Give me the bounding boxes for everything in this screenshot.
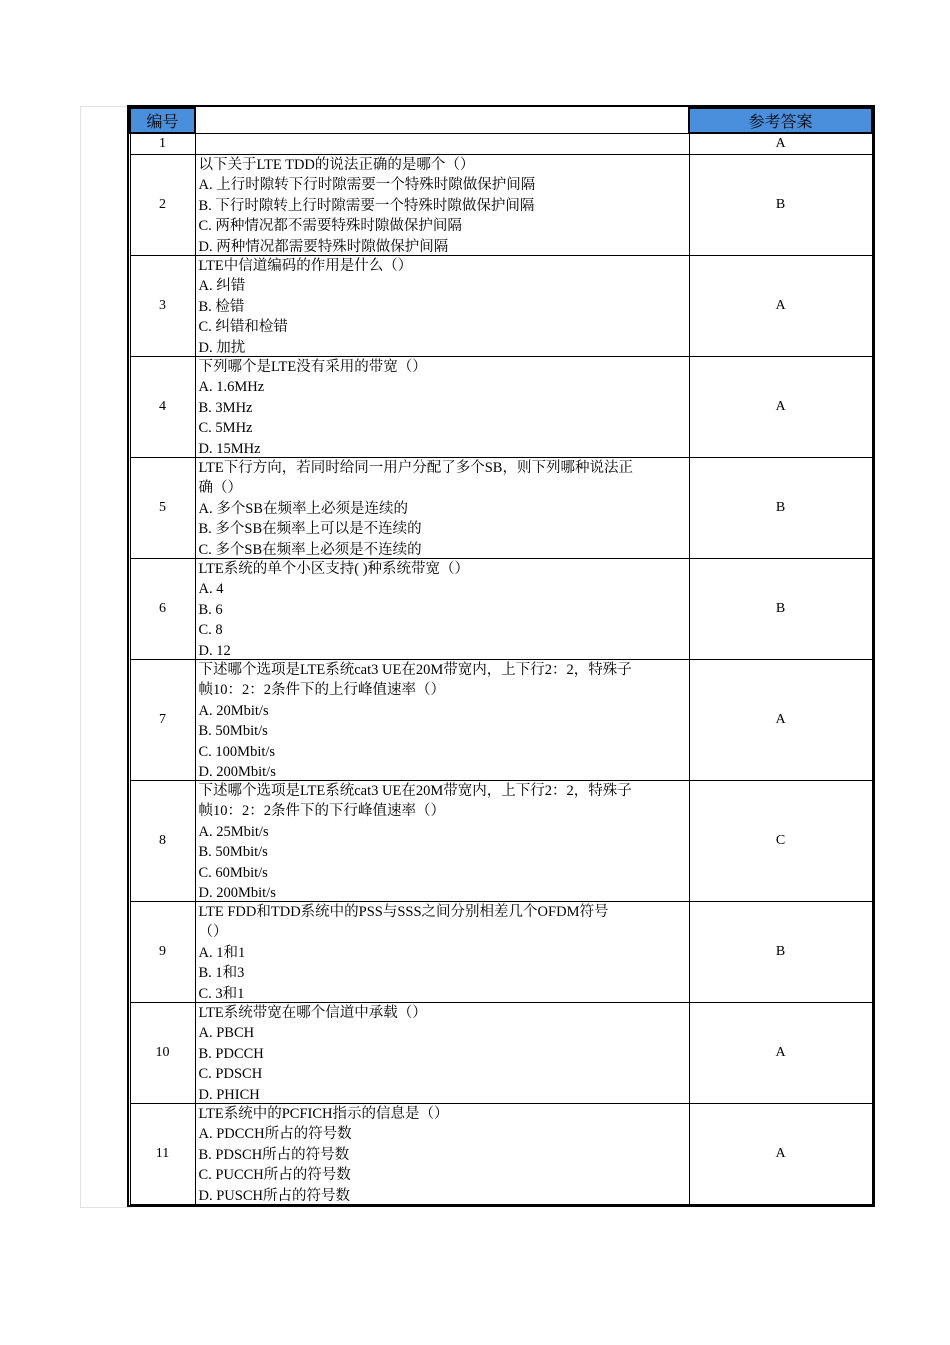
question-option: C. 5MHz	[198, 420, 253, 437]
header-question-blank	[195, 108, 689, 133]
answer-cell: B	[689, 558, 872, 659]
question-stem: LTE下行方向，若同时给同一用户分配了多个SB，则下列哪种说法正	[198, 459, 633, 476]
question-option: （）	[198, 924, 228, 941]
question-number: 8	[130, 780, 195, 901]
header-row	[130, 108, 872, 133]
question-row	[130, 780, 872, 901]
question-option: B. 50Mbit/s	[198, 844, 268, 861]
question-option: C. 多个SB在频率上必须是不连续的	[198, 541, 422, 558]
question-option: C. 纠错和检错	[198, 319, 288, 336]
question-row	[130, 255, 872, 356]
question-stem: LTE中信道编码的作用是什么（）	[198, 257, 413, 274]
question-text	[195, 255, 689, 356]
question-option: D. 200Mbit/s	[198, 885, 276, 901]
question-option: A. 上行时隙转下行时隙需要一个特殊时隙做保护间隔	[198, 177, 536, 194]
question-option: D. 200Mbit/s	[198, 764, 276, 780]
question-option: C. 60Mbit/s	[198, 864, 268, 881]
question-text	[195, 659, 689, 780]
answer-cell: A	[689, 356, 872, 457]
answer-cell: C	[689, 780, 872, 901]
question-number: 11	[130, 1103, 195, 1204]
question-stem: 下述哪个选项是LTE系统cat3 UE在20M带宽内，上下行2：2，特殊子	[198, 661, 632, 678]
question-row	[130, 457, 872, 558]
question-option: A. 多个SB在频率上必须是连续的	[198, 500, 408, 517]
question-text	[195, 901, 689, 1002]
question-text	[195, 154, 689, 255]
question-option: C. 8	[198, 622, 223, 639]
answer-cell: B	[689, 901, 872, 1002]
question-option: A. 25Mbit/s	[198, 823, 269, 840]
question-option: B. 检错	[198, 298, 245, 315]
question-number: 1	[130, 133, 195, 154]
question-number: 4	[130, 356, 195, 457]
question-option: A. 纠错	[198, 278, 246, 295]
question-number: 6	[130, 558, 195, 659]
question-option: C. 两种情况都不需要特殊时隙做保护间隔	[198, 218, 462, 235]
answer-cell: A	[689, 1103, 872, 1204]
question-number: 10	[130, 1002, 195, 1103]
question-option: C. PUCCH所占的符号数	[198, 1167, 351, 1184]
question-option: D. 12	[198, 642, 231, 659]
question-stem: 下述哪个选项是LTE系统cat3 UE在20M带宽内，上下行2：2，特殊子	[198, 782, 632, 799]
question-stem: 下列哪个是LTE没有采用的带宽（）	[198, 358, 427, 375]
question-option: A. PDCCH所占的符号数	[198, 1126, 352, 1143]
question-table	[129, 107, 873, 1205]
question-text	[195, 780, 689, 901]
question-row	[130, 133, 872, 154]
answer-cell: A	[689, 659, 872, 780]
question-stem: LTE系统带宽在哪个信道中承载（）	[198, 1004, 427, 1021]
answer-cell: B	[689, 457, 872, 558]
question-option: 帧10：2：2条件下的下行峰值速率（）	[198, 803, 445, 820]
question-option: B. 6	[198, 601, 223, 618]
question-row	[130, 901, 872, 1002]
question-number: 9	[130, 901, 195, 1002]
question-option: 确（）	[198, 480, 242, 497]
question-number: 5	[130, 457, 195, 558]
question-number: 3	[130, 255, 195, 356]
question-row	[130, 1103, 872, 1204]
question-option: C. PDSCH	[198, 1066, 263, 1083]
question-option: D. 15MHz	[198, 440, 261, 457]
header-number: 编号	[130, 108, 195, 133]
answer-cell: A	[689, 133, 872, 154]
question-row	[130, 356, 872, 457]
question-option: C. 3和1	[198, 985, 245, 1002]
question-text	[195, 356, 689, 457]
question-option: B. 1和3	[198, 965, 245, 982]
question-option: A. 1.6MHz	[198, 379, 265, 396]
question-option: A. 20Mbit/s	[198, 702, 269, 719]
question-stem: LTE系统的单个小区支持( )种系统带宽（）	[198, 560, 470, 577]
question-option: A. 1和1	[198, 944, 246, 961]
answer-cell: A	[689, 255, 872, 356]
question-text	[195, 457, 689, 558]
question-option: D. 两种情况都需要特殊时隙做保护间隔	[198, 238, 449, 255]
question-option: B. 多个SB在频率上可以是不连续的	[198, 521, 422, 538]
question-text	[195, 1103, 689, 1204]
question-option: A. PBCH	[198, 1025, 255, 1042]
question-option: B. 3MHz	[198, 399, 253, 416]
question-option: D. PUSCH所占的符号数	[198, 1187, 350, 1204]
question-number: 7	[130, 659, 195, 780]
question-option: D. PHICH	[198, 1086, 260, 1103]
question-text	[195, 1002, 689, 1103]
question-option: B. PDSCH所占的符号数	[198, 1146, 350, 1163]
header-answer: 参考答案	[689, 108, 872, 133]
question-row	[130, 659, 872, 780]
answer-cell: A	[689, 1002, 872, 1103]
sheet-gridline-edge	[80, 106, 131, 1208]
question-option: B. PDCCH	[198, 1045, 264, 1062]
question-text	[195, 133, 689, 154]
question-option: B. 下行时隙转上行时隙需要一个特殊时隙做保护间隔	[198, 197, 535, 214]
question-option: A. 4	[198, 581, 224, 598]
question-text	[195, 558, 689, 659]
question-row	[130, 558, 872, 659]
question-stem: 以下关于LTE TDD的说法正确的是哪个（）	[198, 156, 475, 173]
answer-cell: B	[689, 154, 872, 255]
question-option: C. 100Mbit/s	[198, 743, 276, 760]
question-stem: LTE FDD和TDD系统中的PSS与SSS之间分别相差几个OFDM符号	[198, 903, 609, 920]
question-row	[130, 1002, 872, 1103]
question-number: 2	[130, 154, 195, 255]
question-stem: LTE系统中的PCFICH指示的信息是（）	[198, 1105, 449, 1122]
question-option: B. 50Mbit/s	[198, 723, 268, 740]
question-option: 帧10：2：2条件下的上行峰值速率（）	[198, 682, 445, 699]
question-option: D. 加扰	[198, 339, 246, 356]
question-row	[130, 154, 872, 255]
